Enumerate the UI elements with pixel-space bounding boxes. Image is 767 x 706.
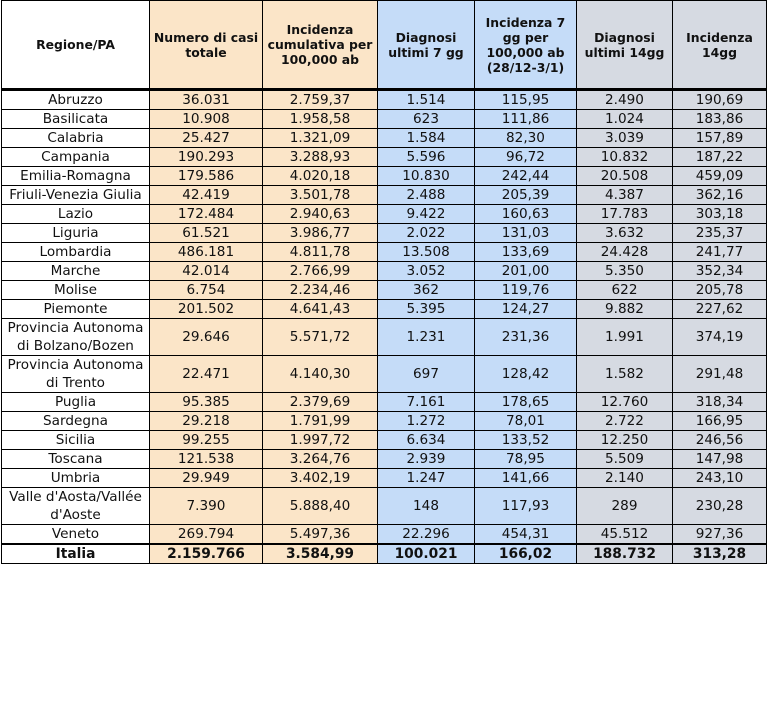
cell-diagnosi-7gg: 1.514 xyxy=(378,90,475,110)
cell-casi-totale: 121.538 xyxy=(150,450,263,469)
cell-incidenza-14gg: 187,22 xyxy=(673,148,767,167)
cell-incidenza-cumulativa: 2.379,69 xyxy=(263,393,378,412)
cell-incidenza-14gg: 318,34 xyxy=(673,393,767,412)
cell-casi-totale: 99.255 xyxy=(150,431,263,450)
cell-incidenza-14gg: 241,77 xyxy=(673,243,767,262)
cell-diagnosi-14gg: 1.582 xyxy=(577,356,673,393)
cell-diagnosi-7gg: 623 xyxy=(378,110,475,129)
header-incidenza-cumulativa: Incidenza cumulativa per 100,000 ab xyxy=(263,1,378,90)
cell-diagnosi-7gg: 2.488 xyxy=(378,186,475,205)
cell-incidenza-14gg: 246,56 xyxy=(673,431,767,450)
cell-regione: Provincia Autonoma di Bolzano/Bozen xyxy=(2,319,150,356)
cell-regione: Friuli-Venezia Giulia xyxy=(2,186,150,205)
cell-regione: Valle d'Aosta/Vallée d'Aoste xyxy=(2,488,150,525)
table-row xyxy=(2,281,767,300)
cell-casi-totale: 269.794 xyxy=(150,525,263,545)
cell-diagnosi-7gg: 362 xyxy=(378,281,475,300)
cell-diagnosi-14gg: 5.509 xyxy=(577,450,673,469)
cell-casi-totale: 29.949 xyxy=(150,469,263,488)
cell-incidenza-cumulativa: 3.264,76 xyxy=(263,450,378,469)
cell-diagnosi-14gg: 1.991 xyxy=(577,319,673,356)
cell-diagnosi-14gg: 45.512 xyxy=(577,525,673,545)
cell-regione: Calabria xyxy=(2,129,150,148)
cell-diagnosi-7gg: 5.395 xyxy=(378,300,475,319)
cell-diagnosi-14gg: 2.140 xyxy=(577,469,673,488)
cell-incidenza-7gg: 131,03 xyxy=(475,224,577,243)
cell-casi-totale: 190.293 xyxy=(150,148,263,167)
table-row xyxy=(2,356,767,393)
cell-diagnosi-14gg: 5.350 xyxy=(577,262,673,281)
table-row xyxy=(2,186,767,205)
cell-incidenza-cumulativa: 4.641,43 xyxy=(263,300,378,319)
cell-diagnosi-7gg: 5.596 xyxy=(378,148,475,167)
cell-incidenza-7gg: 242,44 xyxy=(475,167,577,186)
cell-incidenza-14gg: 291,48 xyxy=(673,356,767,393)
cell-incidenza-cumulativa: 2.940,63 xyxy=(263,205,378,224)
cell-casi-totale: 42.419 xyxy=(150,186,263,205)
cell-casi-totale: 61.521 xyxy=(150,224,263,243)
cell-incidenza-7gg: 205,39 xyxy=(475,186,577,205)
cell-incidenza-14gg: 235,37 xyxy=(673,224,767,243)
cell-diagnosi-14gg: 24.428 xyxy=(577,243,673,262)
cell-incidenza-14gg: 190,69 xyxy=(673,90,767,110)
cell-incidenza-14gg: 166,95 xyxy=(673,412,767,431)
cell-diagnosi-7gg: 1.272 xyxy=(378,412,475,431)
header-casi-totale: Numero di casi totale xyxy=(150,1,263,90)
cell-diagnosi-7gg: 9.422 xyxy=(378,205,475,224)
cell-incidenza-7gg: 454,31 xyxy=(475,525,577,545)
cell-incidenza-cumulativa: 1.791,99 xyxy=(263,412,378,431)
cell-regione: Puglia xyxy=(2,393,150,412)
cell-incidenza-7gg: 96,72 xyxy=(475,148,577,167)
cell-casi-totale: 25.427 xyxy=(150,129,263,148)
cell-casi-totale: 22.471 xyxy=(150,356,263,393)
cell-incidenza-14gg: 303,18 xyxy=(673,205,767,224)
cell-casi-totale: 95.385 xyxy=(150,393,263,412)
cell-diagnosi-7gg: 7.161 xyxy=(378,393,475,412)
cell-incidenza-14gg: 243,10 xyxy=(673,469,767,488)
header-row xyxy=(2,1,767,90)
cell-regione: Marche xyxy=(2,262,150,281)
cell-diagnosi-7gg: 148 xyxy=(378,488,475,525)
cell-diagnosi-7gg: 22.296 xyxy=(378,525,475,545)
cell-regione: Sardegna xyxy=(2,412,150,431)
cell-regione: Basilicata xyxy=(2,110,150,129)
cell-regione: Provincia Autonoma di Trento xyxy=(2,356,150,393)
cell-casi-totale: 36.031 xyxy=(150,90,263,110)
cell-incidenza-14gg: 459,09 xyxy=(673,167,767,186)
cell-incidenza-cumulativa: 2.759,37 xyxy=(263,90,378,110)
header-diagnosi-14gg: Diagnosi ultimi 14gg xyxy=(577,1,673,90)
cell-diagnosi-14gg: 17.783 xyxy=(577,205,673,224)
cell-diagnosi-7gg: 1.584 xyxy=(378,129,475,148)
cell-incidenza-7gg: 124,27 xyxy=(475,300,577,319)
cell-incidenza-7gg: 119,76 xyxy=(475,281,577,300)
cell-diagnosi-14gg: 3.039 xyxy=(577,129,673,148)
cell-incidenza-cumulativa: 3.501,78 xyxy=(263,186,378,205)
cell-diagnosi-14gg: 2.722 xyxy=(577,412,673,431)
header-incidenza-7gg: Incidenza 7 gg per 100,000 ab (28/12-3/1) xyxy=(475,1,577,90)
cell-incidenza-14gg: 147,98 xyxy=(673,450,767,469)
cell-incidenza-14gg: 205,78 xyxy=(673,281,767,300)
cell-regione: Lazio xyxy=(2,205,150,224)
cell-diagnosi-14gg: 289 xyxy=(577,488,673,525)
total-regione: Italia xyxy=(2,544,150,564)
cell-regione: Toscana xyxy=(2,450,150,469)
table-body xyxy=(2,90,767,564)
cell-diagnosi-14gg: 10.832 xyxy=(577,148,673,167)
header-regione: Regione/PA xyxy=(2,1,150,90)
cell-diagnosi-14gg: 4.387 xyxy=(577,186,673,205)
total-incidenza-14gg: 313,28 xyxy=(673,544,767,564)
cell-regione: Campania xyxy=(2,148,150,167)
cell-diagnosi-7gg: 2.022 xyxy=(378,224,475,243)
cell-diagnosi-7gg: 697 xyxy=(378,356,475,393)
cell-incidenza-7gg: 178,65 xyxy=(475,393,577,412)
cell-incidenza-cumulativa: 5.497,36 xyxy=(263,525,378,545)
cell-diagnosi-14gg: 9.882 xyxy=(577,300,673,319)
cell-diagnosi-7gg: 2.939 xyxy=(378,450,475,469)
cell-regione: Sicilia xyxy=(2,431,150,450)
table-row xyxy=(2,431,767,450)
header-incidenza-14gg: Incidenza 14gg xyxy=(673,1,767,90)
table-row xyxy=(2,469,767,488)
cell-casi-totale: 29.646 xyxy=(150,319,263,356)
cell-diagnosi-14gg: 1.024 xyxy=(577,110,673,129)
cell-regione: Umbria xyxy=(2,469,150,488)
cell-diagnosi-7gg: 13.508 xyxy=(378,243,475,262)
cell-incidenza-7gg: 133,69 xyxy=(475,243,577,262)
cell-incidenza-7gg: 231,36 xyxy=(475,319,577,356)
cell-regione: Piemonte xyxy=(2,300,150,319)
cell-incidenza-cumulativa: 2.234,46 xyxy=(263,281,378,300)
cell-incidenza-cumulativa: 5.888,40 xyxy=(263,488,378,525)
cell-diagnosi-14gg: 20.508 xyxy=(577,167,673,186)
cell-diagnosi-14gg: 622 xyxy=(577,281,673,300)
cell-incidenza-7gg: 128,42 xyxy=(475,356,577,393)
cell-incidenza-14gg: 374,19 xyxy=(673,319,767,356)
cell-diagnosi-7gg: 1.247 xyxy=(378,469,475,488)
table-row xyxy=(2,243,767,262)
cell-casi-totale: 42.014 xyxy=(150,262,263,281)
cell-incidenza-cumulativa: 5.571,72 xyxy=(263,319,378,356)
table-row xyxy=(2,488,767,525)
table-row xyxy=(2,525,767,545)
cell-regione: Abruzzo xyxy=(2,90,150,110)
table-row xyxy=(2,319,767,356)
cell-casi-totale: 179.586 xyxy=(150,167,263,186)
total-incidenza-cumulativa: 3.584,99 xyxy=(263,544,378,564)
cell-diagnosi-14gg: 3.632 xyxy=(577,224,673,243)
cell-diagnosi-7gg: 1.231 xyxy=(378,319,475,356)
cell-diagnosi-14gg: 12.250 xyxy=(577,431,673,450)
cell-incidenza-14gg: 362,16 xyxy=(673,186,767,205)
cell-incidenza-cumulativa: 1.321,09 xyxy=(263,129,378,148)
table-row xyxy=(2,262,767,281)
cell-casi-totale: 7.390 xyxy=(150,488,263,525)
cell-incidenza-14gg: 927,36 xyxy=(673,525,767,545)
covid-regional-table xyxy=(1,0,767,564)
total-diagnosi-7gg: 100.021 xyxy=(378,544,475,564)
table-row xyxy=(2,167,767,186)
cell-diagnosi-14gg: 2.490 xyxy=(577,90,673,110)
cell-incidenza-cumulativa: 3.288,93 xyxy=(263,148,378,167)
cell-incidenza-cumulativa: 4.020,18 xyxy=(263,167,378,186)
table-row xyxy=(2,300,767,319)
cell-incidenza-14gg: 183,86 xyxy=(673,110,767,129)
header-diagnosi-7gg: Diagnosi ultimi 7 gg xyxy=(378,1,475,90)
cell-incidenza-7gg: 82,30 xyxy=(475,129,577,148)
cell-diagnosi-14gg: 12.760 xyxy=(577,393,673,412)
cell-incidenza-7gg: 201,00 xyxy=(475,262,577,281)
total-row xyxy=(2,544,767,564)
cell-incidenza-cumulativa: 1.997,72 xyxy=(263,431,378,450)
cell-incidenza-cumulativa: 4.811,78 xyxy=(263,243,378,262)
table-row xyxy=(2,412,767,431)
cell-incidenza-7gg: 117,93 xyxy=(475,488,577,525)
cell-incidenza-7gg: 133,52 xyxy=(475,431,577,450)
cell-casi-totale: 6.754 xyxy=(150,281,263,300)
cell-incidenza-7gg: 160,63 xyxy=(475,205,577,224)
cell-regione: Molise xyxy=(2,281,150,300)
cell-regione: Liguria xyxy=(2,224,150,243)
cell-incidenza-7gg: 78,95 xyxy=(475,450,577,469)
cell-incidenza-cumulativa: 3.402,19 xyxy=(263,469,378,488)
table-row xyxy=(2,393,767,412)
cell-diagnosi-7gg: 10.830 xyxy=(378,167,475,186)
cell-incidenza-7gg: 111,86 xyxy=(475,110,577,129)
total-incidenza-7gg: 166,02 xyxy=(475,544,577,564)
table-row xyxy=(2,450,767,469)
cell-casi-totale: 10.908 xyxy=(150,110,263,129)
cell-incidenza-cumulativa: 2.766,99 xyxy=(263,262,378,281)
cell-diagnosi-7gg: 6.634 xyxy=(378,431,475,450)
total-diagnosi-14gg: 188.732 xyxy=(577,544,673,564)
cell-casi-totale: 486.181 xyxy=(150,243,263,262)
cell-diagnosi-7gg: 3.052 xyxy=(378,262,475,281)
cell-casi-totale: 201.502 xyxy=(150,300,263,319)
cell-regione: Lombardia xyxy=(2,243,150,262)
table-row xyxy=(2,224,767,243)
cell-incidenza-14gg: 157,89 xyxy=(673,129,767,148)
cell-regione: Emilia-Romagna xyxy=(2,167,150,186)
table-row xyxy=(2,110,767,129)
table-row xyxy=(2,90,767,110)
table-row xyxy=(2,205,767,224)
cell-incidenza-7gg: 115,95 xyxy=(475,90,577,110)
cell-incidenza-cumulativa: 1.958,58 xyxy=(263,110,378,129)
cell-casi-totale: 172.484 xyxy=(150,205,263,224)
cell-incidenza-cumulativa: 4.140,30 xyxy=(263,356,378,393)
cell-incidenza-cumulativa: 3.986,77 xyxy=(263,224,378,243)
cell-incidenza-7gg: 78,01 xyxy=(475,412,577,431)
cell-incidenza-14gg: 352,34 xyxy=(673,262,767,281)
table-row xyxy=(2,129,767,148)
total-casi-totale: 2.159.766 xyxy=(150,544,263,564)
cell-incidenza-14gg: 227,62 xyxy=(673,300,767,319)
table-row xyxy=(2,148,767,167)
cell-incidenza-7gg: 141,66 xyxy=(475,469,577,488)
cell-casi-totale: 29.218 xyxy=(150,412,263,431)
cell-regione: Veneto xyxy=(2,525,150,545)
cell-incidenza-14gg: 230,28 xyxy=(673,488,767,525)
